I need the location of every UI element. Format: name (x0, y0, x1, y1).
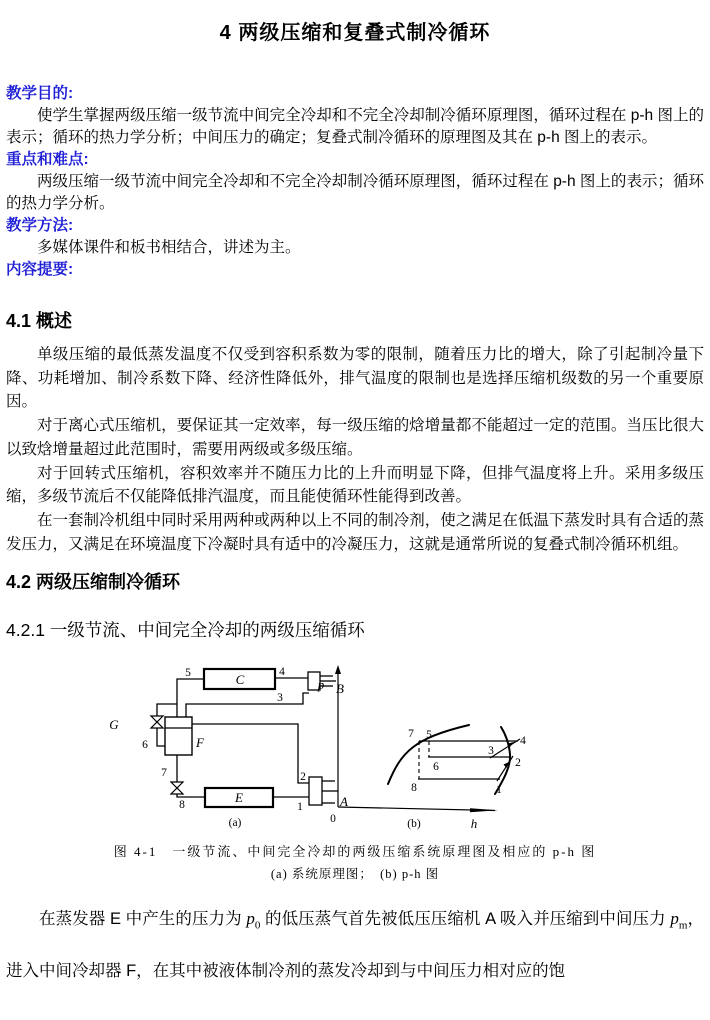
heading-content-summary: 内容提要: (6, 261, 74, 278)
schematic-point-6: 6 (142, 739, 148, 752)
compression-3-4-line (490, 739, 520, 758)
lp-compressor-label: A (340, 794, 348, 810)
p-axis-label: p (317, 677, 325, 693)
schematic-point-1: 1 (297, 801, 303, 814)
schematic-point-5: 5 (185, 667, 191, 680)
key-points-text: 两级压缩一级节流中间完全冷却和不完全冷却制冷循环原理图，循环过程在 p-h 图上的表示；循环的热力学分析。 (6, 173, 704, 212)
pressure-symbol-pm: p (670, 909, 679, 929)
figure-4-1-drawing (70, 657, 650, 837)
section-4-1-para-2: 对于离心式压缩机，要保证其一定效率，每一级压缩的焓增量都不能超过一定的范围。当压比很大以致焓增量超过此范围时，需要用两级或多级压缩。 (6, 417, 704, 458)
expansion-valve-G-icon (151, 716, 163, 728)
ph-diagram (317, 665, 526, 831)
teaching-method-text: 多媒体课件和板书相结合，讲述为主。 (37, 239, 301, 256)
pressure-subscript-0: 0 (254, 919, 261, 932)
hp-compressor-label: B (336, 681, 344, 697)
system-schematic (109, 666, 348, 829)
closing-paragraph (6, 896, 704, 993)
ph-point-8: 8 (411, 782, 417, 795)
ph-point-3: 3 (488, 745, 494, 758)
h-axis-arrow-icon (470, 809, 498, 813)
ph-point-4: 4 (520, 735, 526, 748)
document-title: 4 两级压缩和复叠式制冷循环 (219, 22, 491, 44)
subfigure-b-label: (b) (407, 818, 421, 831)
heading-teaching-goal: 教学目的: (6, 85, 74, 102)
pressure-symbol-p0: p (246, 909, 255, 929)
origin-label: 0 (330, 813, 336, 826)
closing-seg-2: 的低压蒸气首先被低压压缩机 A 吸入并压缩到中间压力 (260, 910, 671, 929)
pressure-subscript-m: m (678, 919, 688, 932)
closing-seg-1: 在蒸发器 E 中产生的压力为 (39, 910, 247, 929)
section-4-1-para-4: 在一套制冷机组中同时采用两种或两种以上不同的制冷剂，使之满足在低温下蒸发时具有合适的蒸发压力，又满足在环境温度下冷凝时具有适中的冷凝压力，这就是通常所说的复叠式制冷循环机组。 (6, 511, 704, 553)
evaporator-label: E (235, 790, 243, 806)
expansion-valve-G-label: G (109, 717, 119, 733)
subfigure-a-label: (a) (228, 817, 242, 830)
heading-teaching-method: 教学方法: (6, 217, 74, 234)
lp-compressor-icon (309, 777, 338, 805)
schematic-point-8: 8 (179, 799, 185, 812)
schematic-point-3: 3 (277, 692, 283, 705)
section-4-2-1-heading: 4.2.1 一级节流、中间完全冷却的两级压缩循环 (6, 620, 365, 641)
ph-point-2: 2 (515, 757, 521, 770)
schematic-point-2: 2 (300, 771, 306, 784)
figure-caption-line-1: 图 4-1 一级节流、中间完全冷却的两级压缩系统原理图及相应的 p-h 图 (113, 844, 597, 860)
h-axis-label: h (470, 816, 478, 832)
ph-point-6: 6 (433, 761, 439, 774)
ph-point-7: 7 (408, 728, 414, 741)
ph-point-1: 1 (496, 784, 502, 797)
heading-key-points: 重点和难点: (6, 151, 89, 168)
figure-caption-line-2: (a) 系统原理图； (b) p-h 图 (270, 867, 440, 882)
schematic-point-4: 4 (279, 666, 285, 679)
intercooler-vessel (165, 717, 192, 755)
section-4-1-para-1: 单级压缩的最低蒸发温度不仅受到容积系数为零的限制，随着压力比的增大，除了引起制冷量下降、功耗增加、制冷系数下降、经济性降低外，排气温度的限制也是选择压缩机级数的另一个重要原因。 (6, 346, 704, 411)
section-4-2-heading: 4.2 两级压缩制冷循环 (6, 572, 181, 593)
expansion-valve-7-icon (171, 782, 183, 794)
figure-4-1 (6, 657, 704, 837)
p-axis-arrow-icon (335, 665, 341, 674)
ph-point-5: 5 (426, 729, 432, 742)
teaching-goal-text: 使学生掌握两级压缩一级节流中间完全冷却和不完全冷却制冷循环原理图，循环过程在 p-h 图上的表示；循环的热力学分析；中间压力的确定；复叠式制冷循环的原理图及其在 p-h 图上的表示。 (6, 107, 704, 146)
intercooler-label: F (196, 735, 204, 751)
section-4-1-para-3: 对于回转式压缩机，容积效率并不随压力比的上升而明显下降，但排气温度将上升。采用多级压缩，多级节流后不仅能降低排汽温度，而且能使循环性能得到改善。 (6, 464, 704, 506)
section-4-1-heading: 4.1 概述 (6, 311, 73, 331)
closing-seg-3: ，进入中间冷却器 F，在其中被液体制冷剂的蒸发冷却到与中间压力相对应的饱 (6, 910, 704, 980)
schematic-point-7: 7 (161, 767, 167, 780)
condenser-label: C (235, 672, 245, 688)
